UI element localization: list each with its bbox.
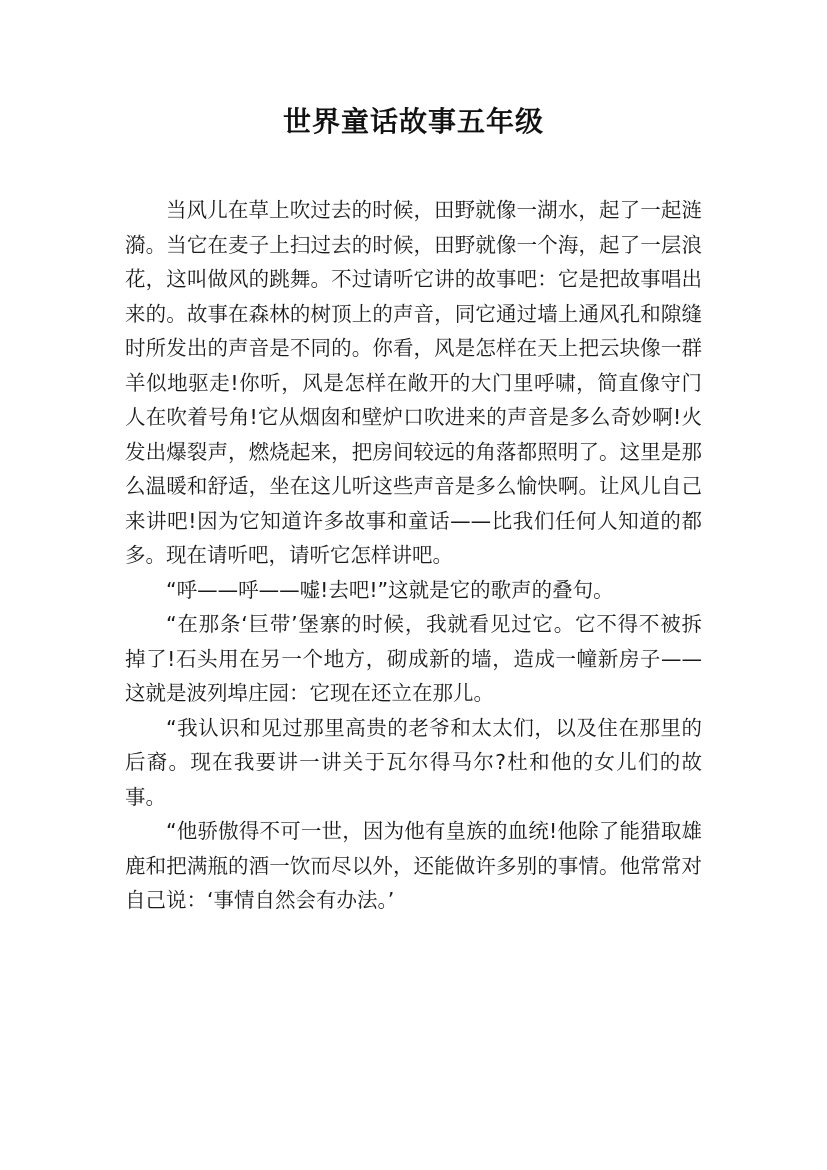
paragraph: “他骄傲得不可一世，因为他有皇族的血统!他除了能猎取雄鹿和把满瓶的酒一饮而尽以外，还能做许多别的事情。他常常对自己说：‘事情自然会有办法。’ xyxy=(125,819,702,912)
paragraph: “在那条‘巨带’堡寨的时候，我就看见过它。它不得不被拆掉了!石头用在另一个地方，砌成新的墙，造成一幢新房子——这就是波列埠庄园：它现在还立在那儿。 xyxy=(125,612,702,705)
paragraph: “呼——呼——嘘!去吧!”这就是它的歌声的叠句。 xyxy=(166,577,614,602)
paragraph: 当风儿在草上吹过去的时候，田野就像一湖水，起了一起涟漪。当它在麦子上扫过去的时候，田野就像一个海，起了一层浪花，这叫做风的跳舞。不过请听它讲的故事吧：它是把故事唱出来的。故事在森林的树顶上的声音，同它通过墙上通风孔和隙缝时所发出的声音是不同的。你看，风是怎样在天上把云块像一群羊似地驱走!你听，风是怎样在敞开的大门里呼啸，简直像守门人在吹着号角!它从烟囱和壁炉口吹进来的声音是多么奇妙啊!火发出爆裂声，燃烧起来，把房间较远的角落都照明了。这里是那么温暖和舒适，坐在这儿听这些声音是多么愉快啊。让风儿自己来讲吧!因为它知道许多故事和童话——比我们任何人知道的都多。现在请听吧，请听它怎样讲吧。 xyxy=(125,198,702,567)
document-body xyxy=(125,193,702,918)
document-title: 世界童话故事五年级 xyxy=(282,105,544,138)
paragraph: “我认识和见过那里高贵的老爷和太太们，以及住在那里的后裔。现在我要讲一讲关于瓦尔得马尔?杜和他的女儿们的故事。 xyxy=(125,715,702,809)
